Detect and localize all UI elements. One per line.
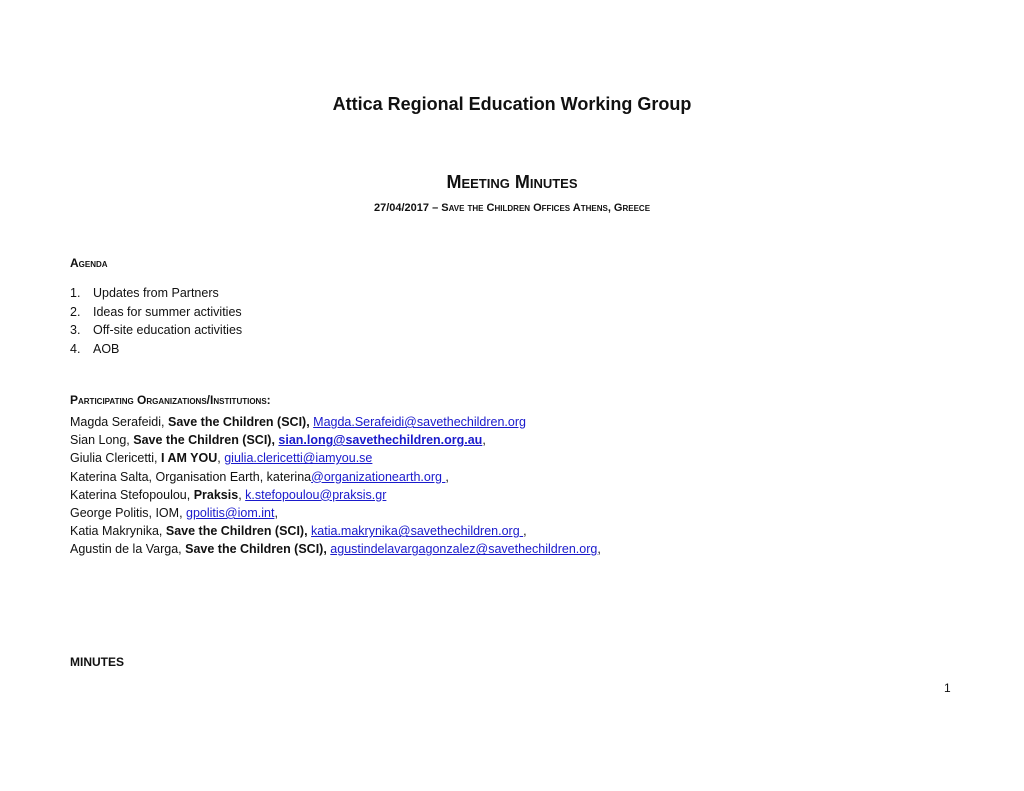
participant-row: George Politis, IOM, gpolitis@iom.int, (70, 505, 278, 520)
agenda-heading: Agenda (70, 256, 108, 270)
participant-email-link[interactable]: Magda.Serafeidi@savethechildren.org (313, 415, 526, 429)
meeting-subheading (0, 202, 1024, 214)
minutes-heading: MINUTES (70, 655, 124, 669)
agenda-item: 1. Updates from Partners (70, 286, 219, 300)
participant-row: Katerina Salta, Organisation Earth, katerina@organizationearth.org , (70, 469, 449, 484)
meeting-location: Save the Children Offices Athens, Greece (441, 202, 651, 214)
participants-heading: Participating Organizations/Institutions: (70, 393, 271, 407)
agenda-item: 3. Off-site education activities (70, 323, 243, 337)
participant-email-link[interactable]: agustindelavargagonzalez@savethechildren.org (330, 542, 598, 557)
meeting-minutes-heading: Meeting Minutes (446, 172, 578, 192)
participant-row: Sian Long, Save the Children (SCI), sian.long@savethechildren.org.au, (70, 433, 486, 448)
participant-row: Agustin de la Varga, Save the Children (SCI), agustindelavargagonzalez@savethechildren.org, (70, 542, 601, 557)
page-number: 1 (944, 681, 951, 695)
participant-email-link[interactable]: gpolitis@iom.int (186, 505, 275, 520)
agenda-item: 2. Ideas for summer activities (70, 304, 242, 319)
agenda-list (70, 284, 242, 358)
document-title: Attica Regional Education Working Group (332, 94, 692, 114)
participant-email-link[interactable]: katia.makrynika@savethechildren.org (311, 524, 524, 539)
participant-row: Giulia Clericetti, I AM YOU, giulia.clericetti@iamyou.se (70, 451, 373, 466)
participant-row: Magda Serafeidi, Save the Children (SCI), Magda.Serafeidi@savethechildren.org (70, 415, 526, 429)
participant-email-link[interactable]: sian.long@savethechildren.org.au (278, 433, 483, 448)
participant-email-link[interactable]: giulia.clericetti@iamyou.se (224, 451, 373, 466)
participant-email-link[interactable]: @organizationearth.org (311, 469, 446, 484)
agenda-item: 4. AOB (70, 341, 120, 356)
participants-list (70, 413, 601, 559)
participant-row: Katerina Stefopoulou, Praksis, k.stefopoulou@praksis.gr (70, 487, 387, 502)
participant-row: Katia Makrynika, Save the Children (SCI), katia.makrynika@savethechildren.org , (70, 524, 527, 539)
meeting-date: 27/04/2017 – (373, 202, 442, 214)
participant-email-link[interactable]: k.stefopoulou@praksis.gr (245, 487, 387, 502)
